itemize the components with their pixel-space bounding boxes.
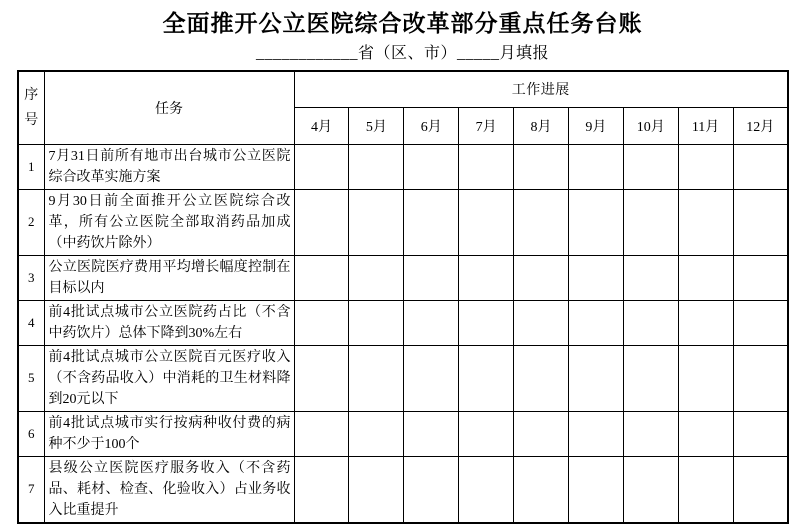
table-row [18,345,788,411]
task-cell: 县级公立医院医疗服务收入（不含药品、耗材、检查、化验收入）占业务收入比重提升 [44,456,294,523]
progress-cell [349,255,404,300]
col-header-month-sep: 9月 [568,107,623,144]
progress-cell [678,189,733,255]
progress-cell [294,300,349,345]
task-cell: 前4批试点城市公立医院药占比（不含中药饮片）总体下降到30%左右 [44,300,294,345]
progress-cell [623,189,678,255]
document-subtitle: ____________省（区、市）_____月填报 [255,45,549,62]
progress-cell [459,456,514,523]
progress-cell [349,144,404,189]
progress-cell [678,345,733,411]
progress-cell [678,300,733,345]
table-row [18,411,788,456]
progress-cell [678,144,733,189]
progress-cell [404,345,459,411]
progress-cell [294,189,349,255]
progress-cell [514,144,569,189]
col-header-progress: 工作进展 [294,71,788,107]
row-index: 2 [18,189,44,255]
progress-cell [568,144,623,189]
col-header-month-jul: 7月 [459,107,514,144]
progress-cell [459,255,514,300]
progress-cell [678,456,733,523]
row-index: 1 [18,144,44,189]
progress-cell [733,189,788,255]
progress-cell [568,300,623,345]
progress-cell [459,144,514,189]
progress-cell [678,411,733,456]
progress-cell [678,255,733,300]
progress-cell [733,411,788,456]
progress-cell [404,255,459,300]
task-cell: 前4批试点城市公立医院百元医疗收入（不含药品收入）中消耗的卫生材料降到20元以下 [44,345,294,411]
progress-cell [349,411,404,456]
table-row [18,456,788,523]
progress-cell [294,456,349,523]
progress-cell [733,345,788,411]
progress-cell [459,300,514,345]
progress-cell [568,255,623,300]
col-header-month-oct: 10月 [623,107,678,144]
progress-cell [294,144,349,189]
row-index: 6 [18,411,44,456]
progress-cell [404,144,459,189]
progress-cell [404,189,459,255]
col-header-month-aug: 8月 [514,107,569,144]
progress-cell [568,189,623,255]
progress-cell [623,456,678,523]
progress-cell [459,189,514,255]
progress-cell [459,345,514,411]
progress-cell [514,300,569,345]
document-title: 全面推开公立医院综合改革部分重点任务台账 [162,11,643,36]
progress-cell [349,300,404,345]
table-row [18,144,788,189]
progress-cell [733,300,788,345]
progress-cell [568,411,623,456]
progress-cell [623,411,678,456]
progress-cell [294,411,349,456]
progress-cell [349,345,404,411]
progress-cell [349,189,404,255]
progress-cell [404,456,459,523]
progress-cell [623,144,678,189]
task-cell: 前4批试点城市实行按病种收付费的病种不少于100个 [44,411,294,456]
progress-cell [514,345,569,411]
col-header-month-dec: 12月 [733,107,788,144]
progress-cell [623,300,678,345]
task-cell: 7月31日前所有地市出台城市公立医院综合改革实施方案 [44,144,294,189]
progress-cell [294,255,349,300]
col-header-month-jun: 6月 [404,107,459,144]
row-index: 3 [18,255,44,300]
task-cell: 9月30日前全面推开公立医院综合改革，所有公立医院全部取消药品加成（中药饮片除外） [44,189,294,255]
col-header-month-nov: 11月 [678,107,733,144]
progress-cell [623,345,678,411]
progress-cell [514,411,569,456]
progress-cell [349,456,404,523]
task-ledger-table [17,70,789,524]
col-header-month-may: 5月 [349,107,404,144]
progress-cell [568,345,623,411]
progress-cell [733,456,788,523]
progress-cell [404,300,459,345]
col-header-index: 序号 [18,71,44,144]
progress-cell [514,255,569,300]
progress-cell [294,345,349,411]
progress-cell [623,255,678,300]
progress-cell [514,189,569,255]
task-cell: 公立医院医疗费用平均增长幅度控制在目标以内 [44,255,294,300]
col-header-month-apr: 4月 [294,107,349,144]
progress-cell [733,144,788,189]
progress-cell [514,456,569,523]
progress-cell [568,456,623,523]
progress-cell [404,411,459,456]
header-row-progress [18,71,788,107]
col-header-task: 任务 [44,71,294,144]
table-row [18,300,788,345]
progress-cell [733,255,788,300]
table-row [18,189,788,255]
row-index: 5 [18,345,44,411]
row-index: 7 [18,456,44,523]
progress-cell [459,411,514,456]
row-index: 4 [18,300,44,345]
table-row [18,255,788,300]
